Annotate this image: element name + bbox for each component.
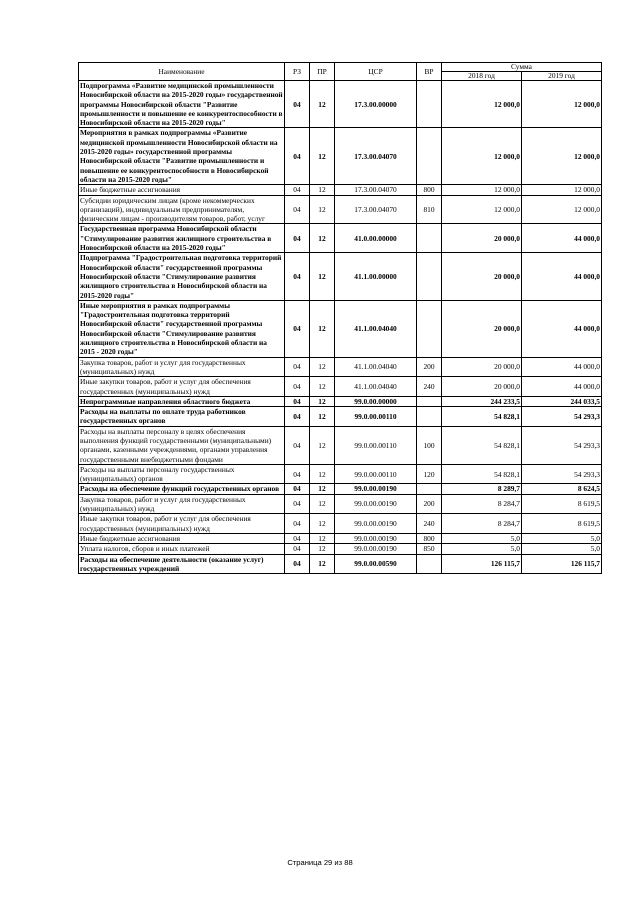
table-row [79,300,602,357]
cell-v2019: 5,0 [522,544,602,554]
cell-v2019: 44 000,0 [522,253,602,300]
cell-name: Закупка товаров, работ и услуг для государственных (муниципальных) нужд [79,357,285,377]
cell-rz: 04 [285,484,310,494]
cell-vr [417,81,442,128]
cell-rz: 04 [285,396,310,406]
cell-rz: 04 [285,185,310,195]
header-sum: Сумма [442,63,602,72]
cell-csr: 17.3.00.00000 [335,81,417,128]
budget-table [78,62,602,574]
cell-v2019: 54 293,3 [522,426,602,464]
cell-pr: 12 [310,407,335,427]
table-row [79,377,602,397]
table-body [79,81,602,574]
cell-v2018: 20 000,0 [442,357,522,377]
cell-rz: 04 [285,300,310,357]
cell-name: Подпрограмма "Градостроительная подготовка территорий Новосибирской области" государственной программы Новосибирской области "Стимулирование развития жилищного строительства в Новосибирской области на 2015-2020 годы" [79,253,285,300]
cell-rz: 04 [285,426,310,464]
cell-pr: 12 [310,533,335,543]
cell-vr [417,224,442,253]
cell-v2018: 20 000,0 [442,253,522,300]
cell-v2019: 44 000,0 [522,357,602,377]
cell-v2019: 44 000,0 [522,377,602,397]
cell-v2019: 12 000,0 [522,195,602,224]
cell-pr: 12 [310,396,335,406]
cell-v2019: 5,0 [522,533,602,543]
cell-csr: 17.3.00.04070 [335,128,417,185]
cell-rz: 04 [285,464,310,484]
cell-csr: 99.0.00.00190 [335,533,417,543]
cell-v2018: 244 233,5 [442,396,522,406]
cell-pr: 12 [310,357,335,377]
cell-pr: 12 [310,128,335,185]
table-row [79,253,602,300]
cell-rz: 04 [285,554,310,574]
cell-v2019: 8 619,5 [522,494,602,514]
cell-rz: 04 [285,224,310,253]
cell-rz: 04 [285,357,310,377]
cell-vr: 800 [417,185,442,195]
cell-name: Расходы на обеспечение деятельности (оказание услуг) государственных учреждений [79,554,285,574]
cell-v2019: 12 000,0 [522,128,602,185]
cell-csr: 41.1.00.04040 [335,300,417,357]
table-row [79,185,602,195]
cell-v2018: 12 000,0 [442,185,522,195]
table-row [79,533,602,543]
cell-v2018: 54 828,1 [442,426,522,464]
table-row [79,426,602,464]
cell-vr [417,253,442,300]
cell-pr: 12 [310,185,335,195]
cell-vr: 200 [417,494,442,514]
table-row [79,464,602,484]
table-row [79,494,602,514]
cell-name: Иные закупки товаров, работ и услуг для обеспечения государственных (муниципальных) нужд [79,514,285,534]
cell-v2018: 12 000,0 [442,195,522,224]
cell-v2019: 8 624,5 [522,484,602,494]
cell-csr: 17.3.00.04070 [335,185,417,195]
cell-v2019: 12 000,0 [522,185,602,195]
cell-pr: 12 [310,514,335,534]
cell-v2019: 12 000,0 [522,81,602,128]
cell-csr: 41.1.00.04040 [335,377,417,397]
table-header [79,63,602,81]
cell-vr [417,300,442,357]
cell-v2018: 12 000,0 [442,128,522,185]
cell-rz: 04 [285,544,310,554]
table-row [79,514,602,534]
cell-vr [417,128,442,185]
cell-csr: 41.1.00.00000 [335,253,417,300]
header-vr: ВР [417,63,442,81]
cell-name: Иные бюджетные ассигнования [79,185,285,195]
table-row [79,407,602,427]
cell-name: Иные закупки товаров, работ и услуг для обеспечения государственных (муниципальных) нужд [79,377,285,397]
cell-csr: 99.0.00.00110 [335,407,417,427]
cell-v2019: 44 000,0 [522,300,602,357]
cell-pr: 12 [310,554,335,574]
cell-v2019: 44 000,0 [522,224,602,253]
cell-vr: 240 [417,514,442,534]
cell-rz: 04 [285,407,310,427]
cell-csr: 99.0.00.00190 [335,514,417,534]
table-row [79,396,602,406]
cell-pr: 12 [310,464,335,484]
header-csr: ЦСР [335,63,417,81]
cell-pr: 12 [310,195,335,224]
cell-rz: 04 [285,377,310,397]
cell-rz: 04 [285,494,310,514]
cell-vr [417,396,442,406]
cell-vr: 240 [417,377,442,397]
cell-rz: 04 [285,195,310,224]
cell-name: Расходы на выплаты по оплате труда работников государственных органов [79,407,285,427]
header-2018: 2018 год [442,72,522,81]
cell-csr: 99.0.00.00000 [335,396,417,406]
cell-name: Государственная программа Новосибирской области "Стимулирование развития жилищного строительства в Новосибирской области на 2015-2020 годы" [79,224,285,253]
cell-v2018: 12 000,0 [442,81,522,128]
cell-v2018: 8 284,7 [442,514,522,534]
cell-v2019: 244 033,5 [522,396,602,406]
cell-vr [417,407,442,427]
header-2019: 2019 год [522,72,602,81]
cell-vr: 800 [417,533,442,543]
cell-name: Уплата налогов, сборов и иных платежей [79,544,285,554]
cell-csr: 99.0.00.00190 [335,544,417,554]
cell-v2018: 20 000,0 [442,300,522,357]
cell-v2019: 126 115,7 [522,554,602,574]
cell-rz: 04 [285,253,310,300]
page-number: Страница 29 из 88 [287,858,353,867]
cell-pr: 12 [310,253,335,300]
cell-v2018: 20 000,0 [442,224,522,253]
cell-name: Подпрограмма «Развитие медицинской промышленности Новосибирской области на 2015-2020 годы» государственной программы Новосибирской области "Развитие промышленности и повышение ее конкурентоспособности в Новосибирской области на 2015-2020 годы" [80,81,283,128]
cell-name: Мероприятия в рамках подпрограммы «Развитие медицинской промышленности Новосибирской области на 2015-2020 годы» государственной программы Новосибирской области "Развитие промышленности и повышение ее конкурентоспособности в Новосибирской области на 2015-2020 годы" [79,128,285,185]
cell-pr: 12 [310,494,335,514]
cell-pr: 12 [310,224,335,253]
cell-vr [417,484,442,494]
cell-rz: 04 [285,81,310,128]
cell-v2019: 54 293,3 [522,464,602,484]
table-row [79,224,602,253]
cell-name: Иные бюджетные ассигнования [79,533,285,543]
cell-v2019: 54 293,3 [522,407,602,427]
cell-pr: 12 [310,426,335,464]
cell-vr: 850 [417,544,442,554]
table-row [79,554,602,574]
cell-pr: 12 [310,81,335,128]
cell-csr: 99.0.00.00190 [335,484,417,494]
header-pr: ПР [310,63,335,81]
cell-name: Расходы на обеспечение функций государственных органов [79,484,285,494]
cell-name: Расходы на выплаты персоналу в целях обеспечения выполнения функций государственными (муниципальными) органами, казенными учреждениями, органами управления государственными внебюджетными фондами [79,426,285,464]
cell-v2018: 8 284,7 [442,494,522,514]
table-row [79,195,602,224]
cell-name: Субсидии юридическим лицам (кроме некоммерческих организаций), индивидуальным предпринимателям, физическим лицам - производителям товаров, работ, услуг [79,195,285,224]
cell-v2018: 5,0 [442,544,522,554]
cell-v2019: 8 619,5 [522,514,602,534]
cell-vr: 120 [417,464,442,484]
cell-csr: 99.0.00.00190 [335,494,417,514]
cell-v2018: 8 289,7 [442,484,522,494]
table-row [79,357,602,377]
cell-pr: 12 [310,300,335,357]
header-name: Наименование [79,63,285,81]
cell-name: Иные мероприятия в рамках подпрограммы "Градостроительная подготовка территорий Новосибирской области" государственной программы Новосибирской области "Стимулирование развития жилищного строительства в Новосибирской области на 2015 - 2020 годы" [79,300,285,357]
cell-vr: 810 [417,195,442,224]
cell-pr: 12 [310,484,335,494]
table-row [79,484,602,494]
cell-csr: 99.0.00.00110 [335,464,417,484]
table-row [79,544,602,554]
cell-v2018: 126 115,7 [442,554,522,574]
cell-pr: 12 [310,544,335,554]
cell-csr: 17.3.00.04070 [335,195,417,224]
cell-vr [417,554,442,574]
cell-v2018: 54 828,1 [442,407,522,427]
cell-rz: 04 [285,514,310,534]
header-rz: РЗ [285,63,310,81]
cell-vr: 200 [417,357,442,377]
cell-rz: 04 [285,533,310,543]
cell-name: Непрограммные направления областного бюджета [79,396,285,406]
cell-csr: 41.0.00.00000 [335,224,417,253]
cell-v2018: 54 828,1 [442,464,522,484]
cell-v2018: 5,0 [442,533,522,543]
cell-v2018: 20 000,0 [442,377,522,397]
cell-vr: 100 [417,426,442,464]
cell-pr: 12 [310,377,335,397]
cell-csr: 99.0.00.00590 [335,554,417,574]
cell-name: Расходы на выплаты персоналу государственных (муниципальных) органов [79,464,285,484]
cell-csr: 41.1.00.04040 [335,357,417,377]
table-row [79,81,602,128]
cell-name: Закупка товаров, работ и услуг для государственных (муниципальных) нужд [79,494,285,514]
cell-rz: 04 [285,128,310,185]
cell-csr: 99.0.00.00110 [335,426,417,464]
table-row [79,128,602,185]
